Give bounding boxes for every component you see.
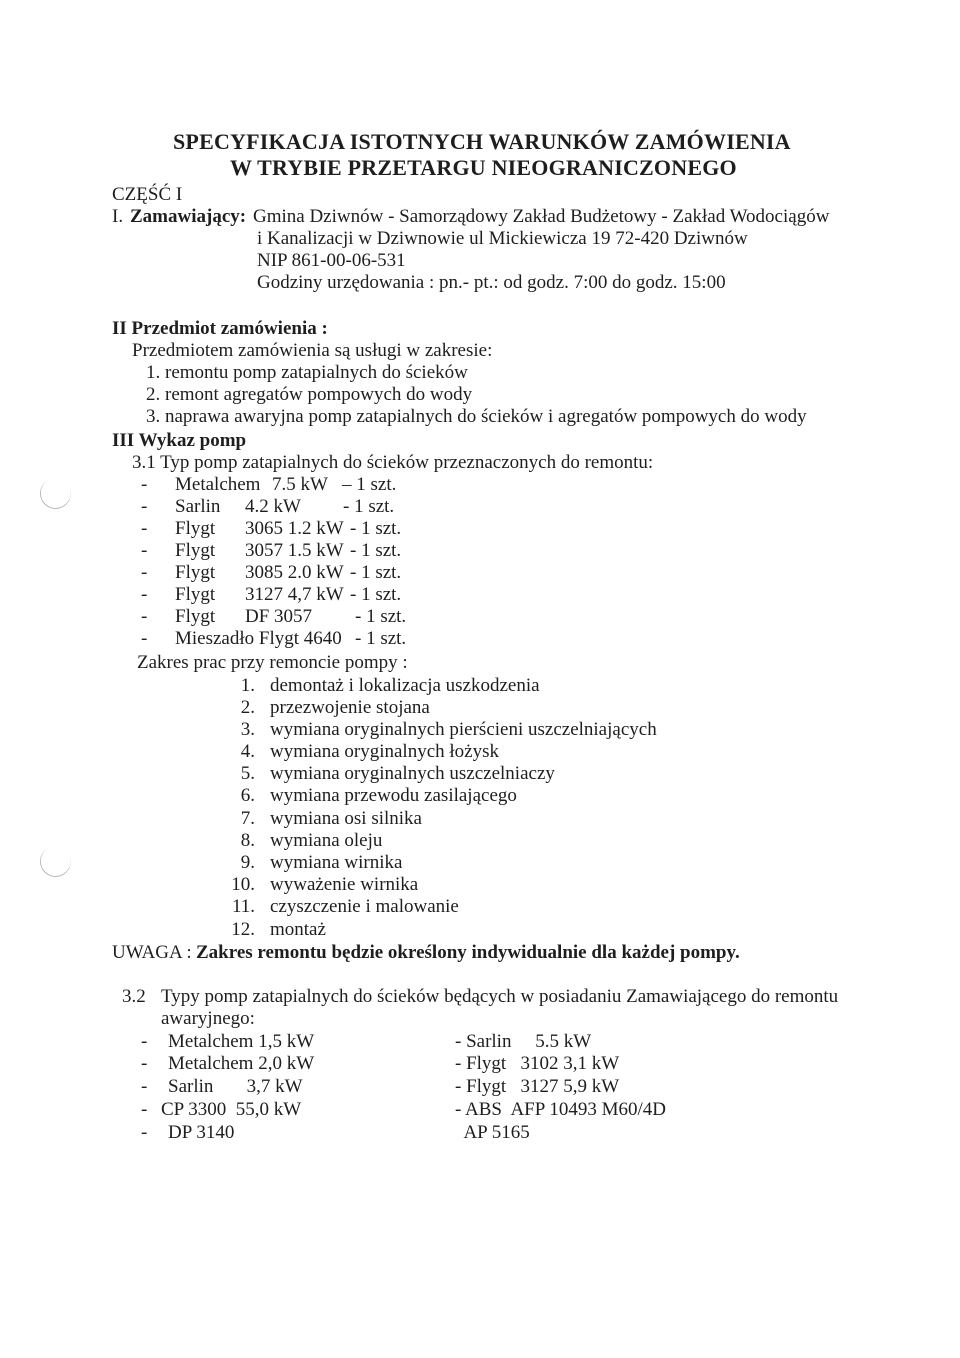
pump-type-item: DP 3140 <box>168 1122 235 1143</box>
pump-list-dash: - <box>141 562 148 583</box>
scope-item-number: 11. <box>231 896 255 917</box>
pump-quantity: - 1 szt. <box>343 496 395 517</box>
pump-model: 3127 4,7 kW <box>245 584 344 605</box>
orderer-name-line: Gmina Dziwnów - Samorządowy Zakład Budżetowy - Zakład Wodociągów <box>253 206 830 227</box>
pump-name: Flygt <box>175 540 216 561</box>
scope-item-number: 3. <box>240 719 255 740</box>
section1-number: I. <box>112 206 124 227</box>
scope-item-text: wymiana oryginalnych pierścieni uszczelniających <box>270 719 657 740</box>
scope-item-text: wymiana oryginalnych łożysk <box>270 741 500 762</box>
section2-heading: II Przedmiot zamówienia : <box>112 318 328 339</box>
document-title-line1: SPECYFIKACJA ISTOTNYCH WARUNKÓW ZAMÓWIENIA <box>173 129 791 154</box>
scope-heading: Zakres prac przy remoncie pompy : <box>137 652 408 673</box>
pump-quantity: - 1 szt. <box>355 628 407 649</box>
pump-list-dash: - <box>141 1053 148 1074</box>
pump-model: DF 3057 <box>245 606 313 627</box>
scope-item-text: czyszczenie i malowanie <box>270 896 459 917</box>
pump-name: Metalchem <box>175 474 261 495</box>
pump-list-dash: - <box>141 1122 148 1143</box>
scope-item-number: 4. <box>240 741 255 762</box>
section3-2-number: 3.2 <box>122 986 146 1007</box>
pump-quantity: - 1 szt. <box>350 584 402 605</box>
section2-item: 1. remontu pomp zatapialnych do ścieków <box>146 362 468 383</box>
pump-name: Sarlin <box>175 496 221 517</box>
pump-quantity: - 1 szt. <box>350 518 402 539</box>
scope-item-number: 5. <box>240 763 255 784</box>
orderer-address-line: i Kanalizacji w Dziwnowie ul Mickiewicza 19 72-420 Dziwnów <box>257 228 748 249</box>
pump-type-item: CP 3300 55,0 kW <box>161 1099 302 1120</box>
pump-list-dash: - <box>141 1031 148 1052</box>
pump-list-dash: - <box>141 628 148 649</box>
scope-item-text: przezwojenie stojana <box>270 697 430 718</box>
part-label: CZĘŚĆ I <box>112 184 183 205</box>
pump-list-dash: - <box>141 606 148 627</box>
scope-item-text: wymiana oleju <box>270 830 383 851</box>
pump-list-dash: - <box>141 540 148 561</box>
scope-item-number: 7. <box>240 808 255 829</box>
pump-model: 3085 2.0 kW <box>245 562 344 583</box>
section3-heading: III Wykaz pomp <box>112 430 247 451</box>
pump-name: Mieszadło Flygt 4640 <box>175 628 342 649</box>
section2-item: 3. naprawa awaryjna pomp zatapialnych do ścieków i agregatów pompowych do wody <box>146 406 807 427</box>
scope-item-text: wymiana osi silnika <box>270 808 422 829</box>
scope-item-number: 10. <box>231 874 255 895</box>
pump-list-dash: - <box>141 1076 148 1097</box>
document-title-line2: W TRYBIE PRZETARGU NIEOGRANICZONEGO <box>230 155 737 180</box>
pump-type-item: - Flygt 3127 5,9 kW <box>455 1076 620 1097</box>
scope-item-number: 8. <box>240 830 255 851</box>
pump-list-dash: - <box>141 474 148 495</box>
pump-list-dash: - <box>141 496 148 517</box>
pump-list-dash: - <box>141 1099 148 1120</box>
section3-1-heading: 3.1 Typ pomp zatapialnych do ścieków przeznaczonych do remontu: <box>132 452 654 473</box>
pump-type-item: - Sarlin 5.5 kW <box>455 1031 592 1052</box>
scope-item-text: wymiana oryginalnych uszczelniaczy <box>270 763 555 784</box>
pump-model: 3065 1.2 kW <box>245 518 344 539</box>
pump-quantity: – 1 szt. <box>342 474 397 495</box>
scope-item-number: 6. <box>240 785 255 806</box>
pump-model: 7.5 kW <box>272 474 328 495</box>
scope-item-number: 12. <box>231 919 255 940</box>
pump-type-item: Metalchem 1,5 kW <box>168 1031 315 1052</box>
section1-label: Zamawiający: <box>130 206 247 227</box>
pump-name: Flygt <box>175 518 216 539</box>
scope-item-number: 2. <box>240 697 255 718</box>
pump-list-dash: - <box>141 584 148 605</box>
note-text: Zakres remontu będzie określony indywidualnie dla każdej pompy. <box>196 942 740 963</box>
pump-type-item: AP 5165 <box>455 1122 530 1143</box>
pump-type-item: Metalchem 2,0 kW <box>168 1053 315 1074</box>
note-label: UWAGA : <box>112 942 192 963</box>
scope-item-text: wymiana przewodu zasilającego <box>270 785 517 806</box>
pump-type-item: - Flygt 3102 3,1 kW <box>455 1053 620 1074</box>
section3-2-heading-cont: awaryjnego: <box>161 1008 255 1029</box>
scope-item-number: 9. <box>240 852 255 873</box>
scope-item-text: montaż <box>270 919 326 940</box>
pump-type-item: - ABS AFP 10493 M60/4D <box>455 1099 666 1120</box>
punch-hole-mark <box>36 474 76 514</box>
pump-name: Flygt <box>175 562 216 583</box>
scope-item-number: 1. <box>240 675 255 696</box>
scope-item-text: wyważenie wirnika <box>270 874 419 895</box>
pump-quantity: - 1 szt. <box>355 606 407 627</box>
pump-quantity: - 1 szt. <box>350 562 402 583</box>
section2-item: 2. remont agregatów pompowych do wody <box>146 384 473 405</box>
pump-quantity: - 1 szt. <box>350 540 402 561</box>
orderer-nip-line: NIP 861-00-06-531 <box>257 250 406 271</box>
section2-intro: Przedmiotem zamówienia są usługi w zakresie: <box>132 340 493 361</box>
scope-item-text: demontaż i lokalizacja uszkodzenia <box>270 675 540 696</box>
pump-type-item: Sarlin 3,7 kW <box>168 1076 303 1097</box>
pump-model: 4.2 kW <box>245 496 301 517</box>
pump-name: Flygt <box>175 606 216 627</box>
pump-list-dash: - <box>141 518 148 539</box>
section3-2-heading: Typy pomp zatapialnych do ścieków będących w posiadaniu Zamawiającego do remontu <box>161 986 839 1007</box>
office-hours-line: Godziny urzędowania : pn.- pt.: od godz. 7:00 do godz. 15:00 <box>257 272 726 293</box>
pump-name: Flygt <box>175 584 216 605</box>
punch-hole-mark <box>36 842 76 882</box>
pump-model: 3057 1.5 kW <box>245 540 344 561</box>
scope-item-text: wymiana wirnika <box>270 852 403 873</box>
